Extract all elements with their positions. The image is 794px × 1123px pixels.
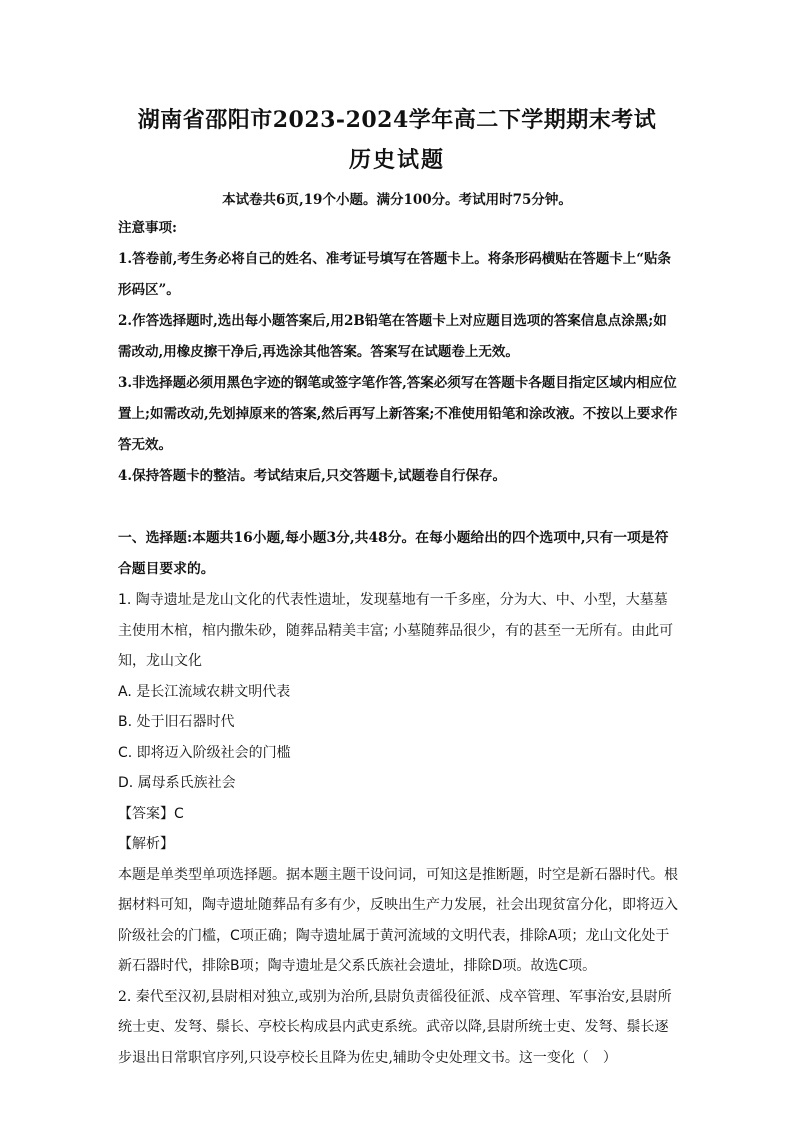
- q1-options: [118, 677, 678, 799]
- q1-analysis-label: 【解析】: [118, 836, 174, 852]
- notice-block: [118, 213, 678, 492]
- notice-item-1: 1.答卷前,考生务必将自己的姓名、准考证号填写在答题卡上。将条形码横贴在答题卡上“贴条形码区”。: [118, 251, 672, 298]
- q1-option-b: B. 处于旧石器时代: [118, 714, 235, 730]
- notice-item-3: 3.非选择题必须用黑色字迹的钢笔或签字笔作答,答案必须写在答题卡各题目指定区域内相应位置上;如需改动,先划掉原来的答案,然后再写上新答案;不准使用铅笔和涂改液。不按以上要求作答无效。: [118, 375, 678, 453]
- q2-stem: 2. 秦代至汉初,县尉相对独立,或别为治所,县尉负责徭役征派、戍卒管理、军事治安,县尉所统士吏、发弩、鬃长、亭校长构成县内武吏系统。武帝以降,县尉所统士吏、发弩、鬃长逐步退出日常职官序列,只设亭校长且降为佐史,辅助令史处理文书。这一变化（ ）: [118, 988, 672, 1066]
- section-heading: 一、选择题:本题共16小题,每小题3分,共48分。在每小题给出的四个选项中,只有一项是符合题目要求的。: [118, 530, 669, 577]
- subject-title: 历史试题: [348, 147, 445, 173]
- q1-answer: 【答案】C: [118, 805, 184, 822]
- q1-stem: 1. 陶寺遗址是龙山文化的代表性遗址，发现墓地有一千多座，分为大、中、小型，大墓墓主使用木棺，棺内撒朱砂，随葬品精美丰富; 小墓随葬品很少，有的甚至一无所有。由此可知，龙山文化: [118, 592, 674, 669]
- q1-analysis: 本题是单类型单项选择题。据本题主题干设问词，可知这是推断题，时空是新石器时代。根据材料可知，陶寺遗址随葬品有多有少，反映出生产力发展，社会出现贫富分化，即将迈入阶级社会的门槛，C项正确；陶寺遗址属于黄河流域的文明代表，排除A项；龙山文化处于新石器时代，排除B项；陶寺遗址是父系氏族社会遗址，排除D项。故选C项。: [118, 866, 678, 974]
- notice-item-4: 4.保持答题卡的整洁。考试结束后,只交答题卡,试题卷自行保存。: [118, 468, 506, 484]
- q1-option-c: C. 即将迈入阶级社会的门槛: [118, 744, 291, 761]
- notice-heading: 注意事项:: [118, 220, 177, 236]
- q1-option-d: D. 属母系氏族社会: [118, 775, 236, 791]
- q1-option-a: A. 是长江流域农耕文明代表: [118, 683, 291, 700]
- question-1: [118, 585, 678, 1073]
- exam-title: 湖南省邵阳市2023-2024学年高二下学期期末考试: [137, 107, 657, 133]
- notice-item-2: 2.作答选择题时,选出每小题答案后,用2B铅笔在答题卡上对应题目选项的答案信息点涂黑;如需改动,用橡皮擦干净后,再选涂其他答案。答案写在试题卷上无效。: [118, 313, 667, 360]
- exam-info: 本试卷共6页,19个小题。满分100分。考试用时75分钟。: [222, 192, 572, 208]
